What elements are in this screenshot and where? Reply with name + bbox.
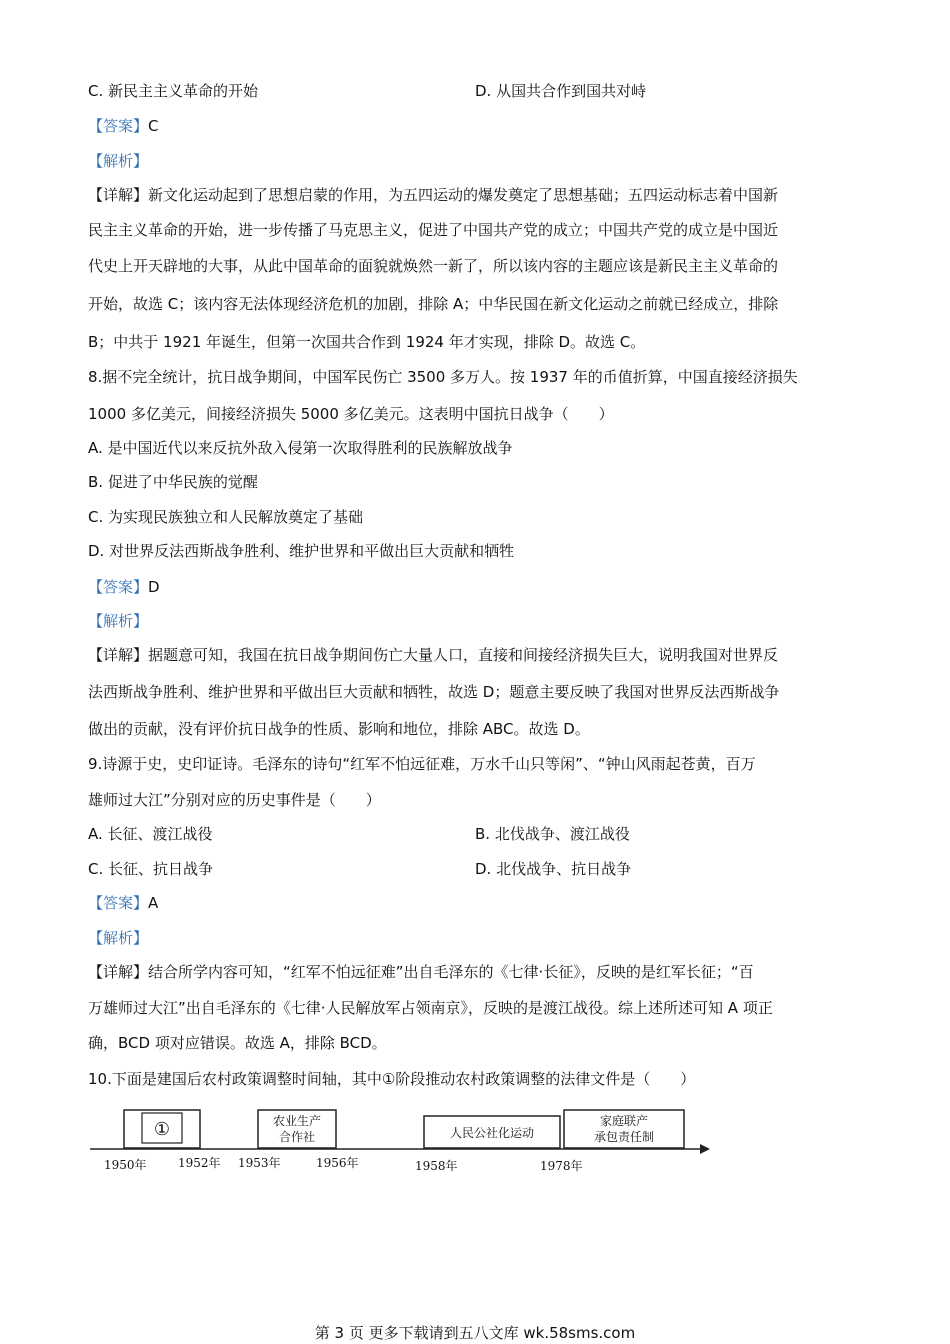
policy-timeline: [88, 1100, 718, 1180]
q8-answer: [88, 577, 160, 597]
answer-value: A: [148, 894, 159, 912]
page-footer: 第 3 页 更多下载请到五八文库 wk.58sms.com: [314, 1324, 636, 1342]
q7-detail-line-3: 代史上开天辟地的大事，从此中国革命的面貌就焕然一新了，所以该内容的主题应该是新民主主义革命的: [88, 257, 779, 275]
answer-tag: 【答案】: [88, 894, 149, 912]
detail-text: 结合所学内容可知，“红军不怕远征难”出自毛泽东的《七律·长征》，反映的是红军长征；“百: [148, 963, 754, 981]
q7-detail-line-1: [88, 185, 778, 205]
q8-detail-line-2: 法西斯战争胜利、维护世界和平做出巨大贡献和牺牲，故选 D；题意主要反映了我国对世界反法西斯战争: [88, 683, 780, 701]
detail-tag: 【详解】: [88, 186, 149, 204]
timeline-commune-label: 人民公社化运动: [449, 1126, 535, 1140]
q7-detail-line-4: 开始，故选 C；该内容无法体现经济危机的加剧，排除 A；中华民国在新文化运动之前就已经成立，排除: [88, 295, 779, 313]
q9-option-c: C. 长征、抗日战争: [88, 860, 214, 878]
q7-detail-line-2: 民主主义革命的开始，进一步传播了马克思主义，促进了中国共产党的成立；中国共产党的成立是中国近: [88, 221, 779, 239]
q7-analysis-tag: 【解析】: [88, 152, 149, 170]
timeline-year-1978: 1978年: [540, 1159, 583, 1173]
q8-stem-line-2: 1000 多亿美元，间接经济损失 5000 多亿美元。这表明中国抗日战争（ ）: [88, 405, 614, 423]
q7-option-c: C. 新民主主义革命的开始: [88, 82, 259, 100]
answer-value: D: [148, 578, 160, 596]
timeline-stage-1-label: ①: [153, 1119, 171, 1140]
timeline-year-1953: 1953年: [238, 1156, 281, 1170]
answer-value: C: [148, 117, 159, 135]
q8-option-a: A. 是中国近代以来反抗外敌入侵第一次取得胜利的民族解放战争: [88, 439, 513, 457]
q9-detail-line-1: [88, 962, 754, 982]
answer-tag: 【答案】: [88, 117, 149, 135]
q8-detail-line-1: [88, 645, 778, 665]
detail-text: 新文化运动起到了思想启蒙的作用，为五四运动的爆发奠定了思想基础；五四运动标志着中国新: [148, 186, 779, 204]
q9-analysis-tag: 【解析】: [88, 929, 149, 947]
timeline-year-1952: 1952年: [178, 1156, 221, 1170]
q9-stem-line-2: 雄师过大江”分别对应的历史事件是（ ）: [88, 791, 381, 809]
timeline-responsibility-line-1: 家庭联产: [599, 1114, 649, 1128]
detail-tag: 【详解】: [88, 963, 149, 981]
q7-detail-line-5: B；中共于 1921 年诞生，但第一次国共合作到 1924 年才实现，排除 D。故选 C。: [88, 333, 646, 351]
q7-option-d: D. 从国共合作到国共对峙: [475, 82, 647, 100]
timeline-year-1956: 1956年: [316, 1156, 359, 1170]
q9-answer: [88, 893, 158, 913]
q10-stem: 10.下面是建国后农村政策调整时间轴，其中①阶段推动农村政策调整的法律文件是（ ）: [88, 1070, 696, 1088]
q9-detail-line-3: 确，BCD 项对应错误。故选 A，排除 BCD。: [88, 1034, 387, 1052]
q8-option-b: B. 促进了中华民族的觉醒: [88, 473, 258, 491]
detail-tag: 【详解】: [88, 646, 149, 664]
timeline-cooperative-line-1: 农业生产: [272, 1114, 322, 1128]
answer-tag: 【答案】: [88, 578, 149, 596]
timeline-responsibility-line-2: 承包责任制: [593, 1130, 655, 1144]
q9-option-d: D. 北伐战争、抗日战争: [475, 860, 632, 878]
q8-detail-line-3: 做出的贡献，没有评价抗日战争的性质、影响和地位，排除 ABC。故选 D。: [88, 720, 590, 738]
q8-option-c: C. 为实现民族独立和人民解放奠定了基础: [88, 508, 364, 526]
q8-stem-line-1: 8.据不完全统计，抗日战争期间，中国军民伤亡 3500 多万人。按 1937 年的币值折算，中国直接经济损失: [88, 368, 798, 386]
detail-text: 据题意可知，我国在抗日战争期间伤亡大量人口，直接和间接经济损失巨大，说明我国对世界反: [148, 646, 779, 664]
q9-stem-line-1: 9.诗源于史，史印证诗。毛泽东的诗句“红军不怕远征难，万水千山只等闲”、“钟山风雨起苍黄，百万: [88, 755, 756, 773]
timeline-arrow: [700, 1144, 710, 1154]
timeline-year-1958: 1958年: [415, 1159, 458, 1173]
q9-option-a: A. 长征、渡江战役: [88, 825, 213, 843]
timeline-cooperative-line-2: 合作社: [278, 1130, 316, 1144]
timeline-year-1950: 1950年: [104, 1158, 147, 1172]
q8-analysis-tag: 【解析】: [88, 612, 149, 630]
q8-option-d: D. 对世界反法西斯战争胜利、维护世界和平做出巨大贡献和牺牲: [88, 542, 515, 560]
q9-option-b: B. 北伐战争、渡江战役: [475, 825, 630, 843]
q9-detail-line-2: 万雄师过大江”出自毛泽东的《七律·人民解放军占领南京》，反映的是渡江战役。综上述所述可知 A 项正: [88, 999, 773, 1017]
q7-answer: [88, 116, 159, 136]
